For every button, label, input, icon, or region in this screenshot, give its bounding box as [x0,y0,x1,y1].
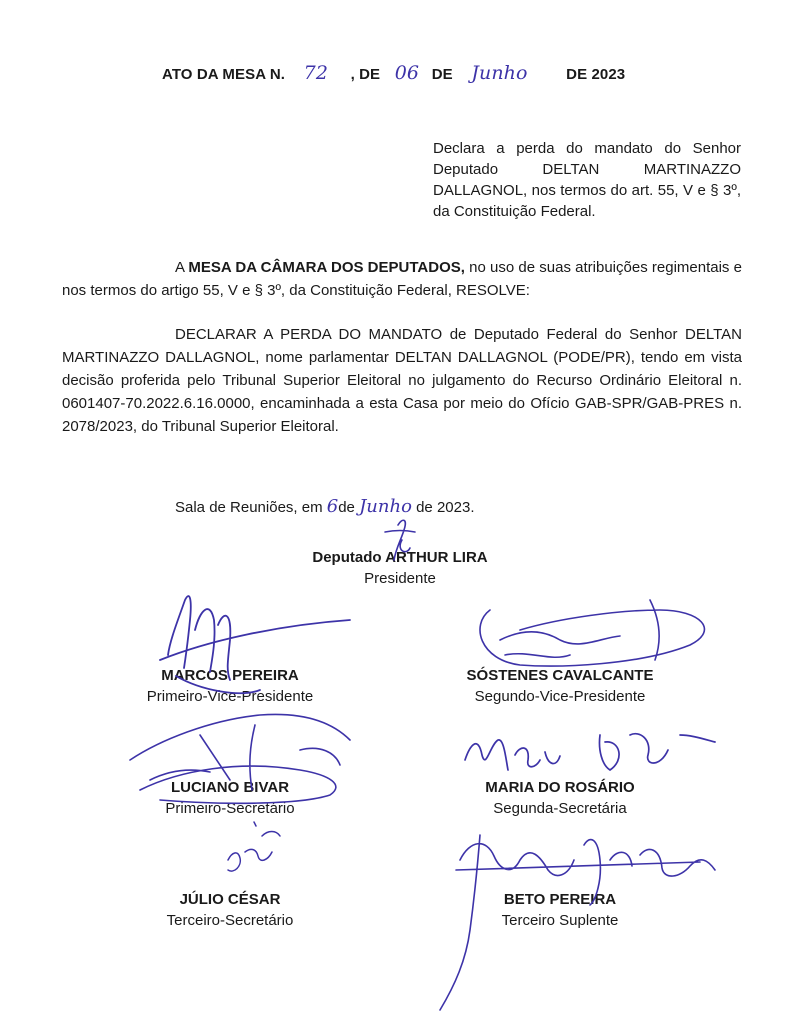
signatory-president [250,547,550,589]
signatory-name: LUCIANO BIVAR [170,779,290,796]
act-title-sep: , DE [350,66,381,83]
signature-maria-do-rosario [465,734,715,770]
paragraph-declaration: DECLARAR A PERDA DO MANDATO de Deputado Federal do Senhor DELTAN MARTINAZZO DALLAGNOL, nome parlamentar DELTAN DALLAGNOL (PODE/PR), tendo em vista decisão proferida pelo Tribunal Superior Eleitoral no julgamento do Recurso Ordinário Eleitoral n. 0601407-70.2022.6.16.0000, encaminhada a esta Casa por meio do Ofício GAB-SPR/GAB-PRES n. 2078/2023, do Tribunal Superior Eleitoral. [62,326,742,435]
act-month-handwritten: Junho [471,62,528,84]
act-title-year: DE 2023 [566,66,626,83]
act-day-handwritten: 06 [394,62,420,84]
signatory-role: Presidente [364,570,436,587]
closing-line [175,496,474,517]
signatory-role: Primeiro-Secretário [165,800,295,817]
signatory-name: JÚLIO CÉSAR [179,891,281,908]
signatory-role: Segundo-Vice-Presidente [474,688,646,705]
act-title [162,62,625,84]
summary-ementa: Declara a perda do mandato do Senhor Deputado DELTAN MARTINAZZO DALLAGNOL, nos termos do art. 55, V e § 3º, da Constituição Federal. [433,140,741,220]
act-title-de: DE [431,66,453,83]
closing-month-handwritten: Junho [359,496,412,517]
signatory-role: Terceiro Suplente [501,912,619,929]
closing-de: de [338,499,355,516]
p1-pre: A [175,259,185,276]
signatory-second-secretary [420,777,700,819]
signatory-first-secretary [90,777,370,819]
signatory-name: BETO PEREIRA [503,891,617,908]
signatory-role: Terceiro-Secretário [166,912,294,929]
signatory-name: MARIA DO ROSÁRIO [485,779,635,796]
act-title-prefix: ATO DA MESA N. [162,66,286,83]
signatory-first-vice [90,665,370,707]
signatory-name: MARCOS PEREIRA [161,667,299,684]
signatory-role: Segunda-Secretária [493,800,627,817]
signatory-second-vice [420,665,700,707]
act-number-handwritten: 72 [303,62,329,84]
p1-bold: MESA DA CÂMARA DOS DEPUTADOS, [188,259,465,276]
signatory-name: SÓSTENES CAVALCANTE [466,667,654,684]
signatory-role: Primeiro-Vice-Presidente [146,688,314,705]
signatory-name: Deputado ARTHUR LIRA [312,549,488,566]
signature-sostenes [480,600,704,666]
paragraph-mesa [62,256,742,302]
signatory-third-secretary [90,889,370,931]
closing-prefix: Sala de Reuniões, em [175,499,323,516]
closing-suffix: de 2023. [416,499,475,516]
p1-post: no uso de suas atribuições regimentais e nos termos do artigo 55, V e § 3º, da Constituição Federal, RESOLVE: [62,259,742,299]
signature-julio-cesar [228,822,280,871]
signatory-third-alternate [420,889,700,931]
closing-day-handwritten: 6 [326,496,339,517]
